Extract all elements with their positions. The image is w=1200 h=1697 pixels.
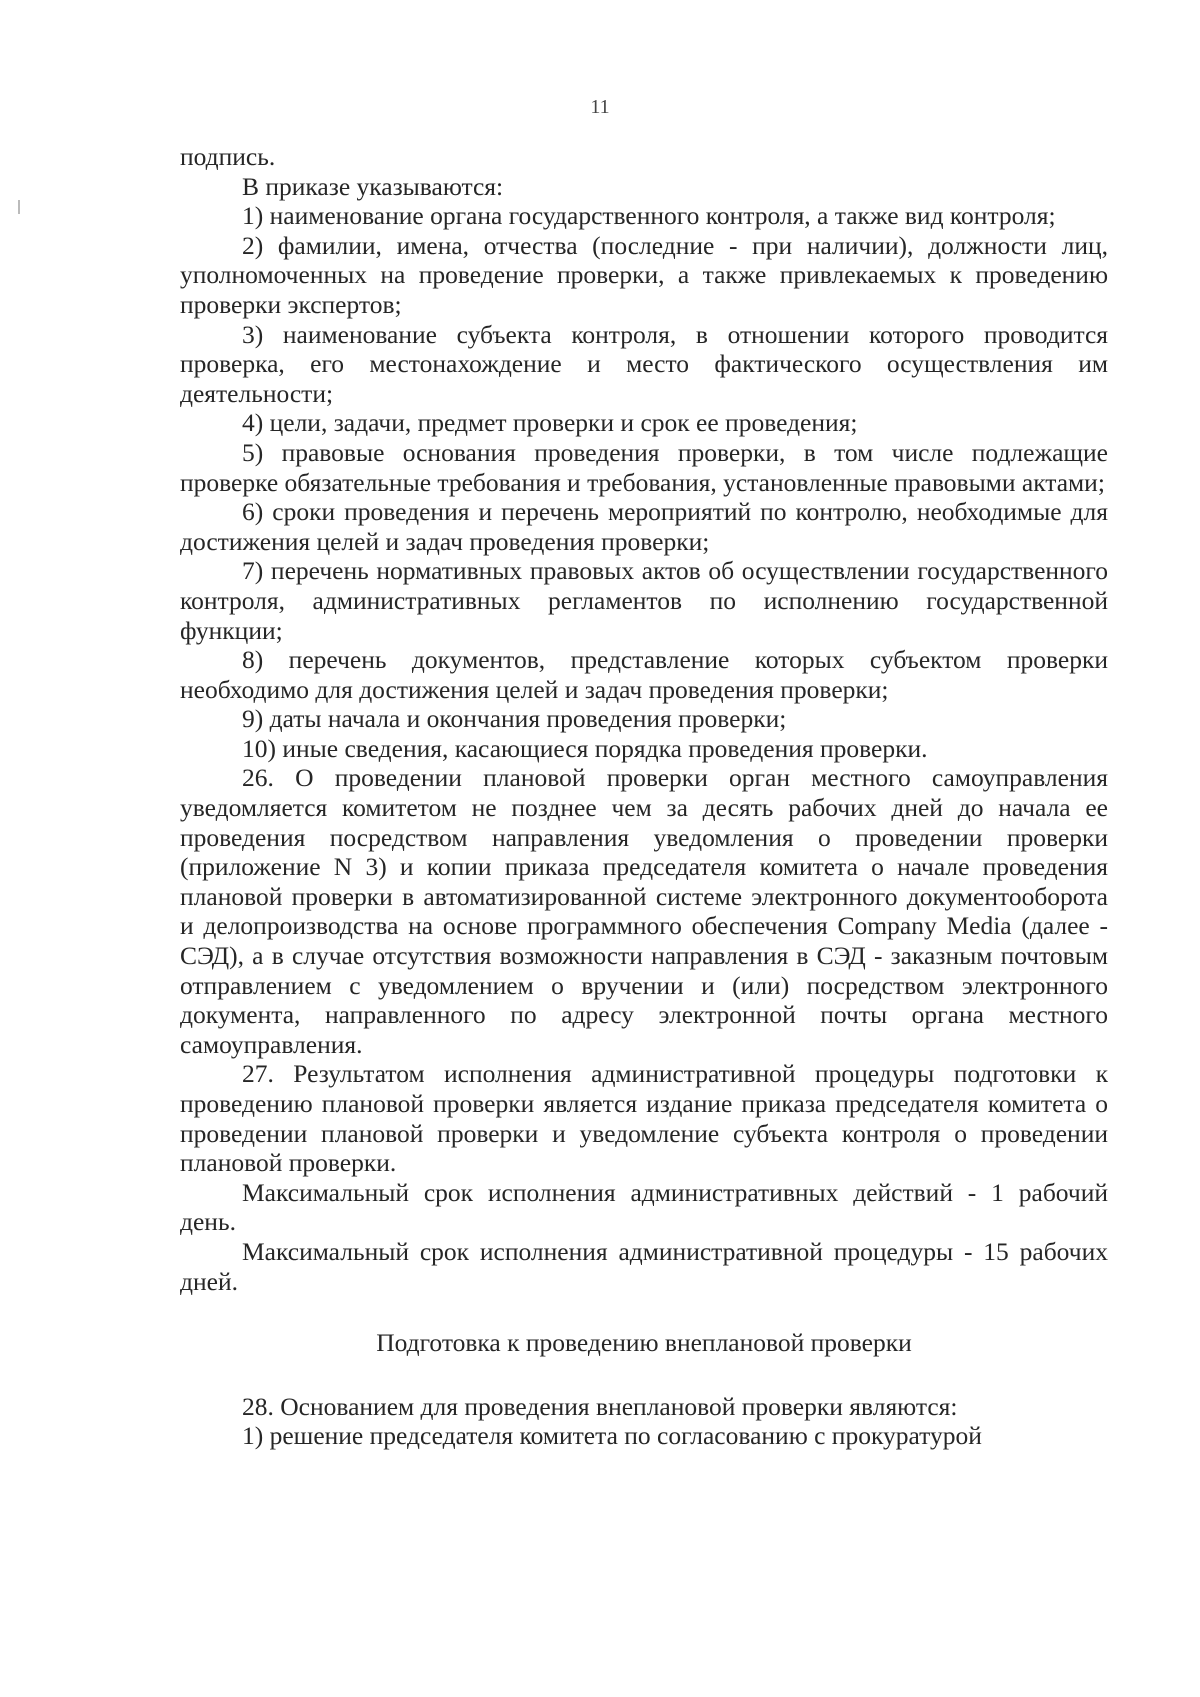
list-item-1: 1) наименование органа государственного контроля, а также вид контроля; [242,201,1056,231]
list-item-4: 4) цели, задачи, предмет проверки и срок ее проведения; [242,408,858,438]
paragraph-26: 26. О проведении плановой проверки орган местного самоуправления уведомляется комитетом не позднее чем за десять рабочих дней до начала ее проведения посредством направления уведомления о проведении проверки (приложение N 3) и копии приказа председателя комитета о начале проведения плановой проверки в автоматизированной системе электронного документооборота и делопроизводства на основе программного обеспечения Company Media (далее - СЭД), а в случае отсутствия возможности направления в СЭД - заказным почтовым отправлением с уведомлением о вручении и (или) посредством электронного документа, направленного по адресу электронной почты органа местного самоуправления. [180,763,1108,1059]
list-item-28-1: 1) решение председателя комитета по согласованию с прокуратурой [242,1421,982,1451]
list-item-9: 9) даты начала и окончания проведения проверки; [242,704,787,734]
list-item-7: 7) перечень нормативных правовых актов об осуществлении государственного контроля, административных регламентов по исполнению государственной функции; [180,556,1108,645]
paragraph-continuation: подпись. [180,142,276,171]
list-item-6: 6) сроки проведения и перечень мероприятий по контролю, необходимые для достижения целей и задач проведения проверки; [180,497,1108,556]
list-item-10: 10) иные сведения, касающиеся порядка проведения проверки. [242,733,928,763]
list-item-3: 3) наименование субъекта контроля, в отношении которого проводится проверка, его местонахождение и место фактического осуществления им деятельности; [180,319,1108,408]
paragraph-max-term-procedure: Максимальный срок исполнения административной процедуры - 15 рабочих дней. [180,1236,1108,1296]
list-item-5: 5) правовые основания проведения проверки, в том числе подлежащие проверке обязательные требования и требования, установленные правовыми актами; [180,437,1108,497]
document-body [180,142,1108,1451]
list-item-8: 8) перечень документов, представление которых субъектом проверки необходимо для достижения целей и задач проведения проверки; [180,645,1108,704]
paragraph-order-intro: В приказе указываются: [242,171,504,201]
list-item-2: 2) фамилии, имена, отчества (последние - при наличии), должности лиц, уполномоченных на проведение проверки, а также привлекаемых к проведению проверки экспертов; [180,230,1108,319]
paragraph-max-term-actions: Максимальный срок исполнения административных действий - 1 рабочий день. [180,1177,1108,1237]
paragraph-28: 28. Основанием для проведения внеплановой проверки являются: [242,1391,958,1421]
section-heading: Подготовка к проведению внеплановой проверки [376,1328,912,1358]
page-number: 11 [590,96,610,118]
paragraph-27: 27. Результатом исполнения административной процедуры подготовки к проведению плановой проверки является издание приказа председателя комитета о проведении плановой проверки и уведомление субъекта контроля о проведении плановой проверки. [180,1059,1108,1178]
scan-margin-mark [18,200,20,214]
